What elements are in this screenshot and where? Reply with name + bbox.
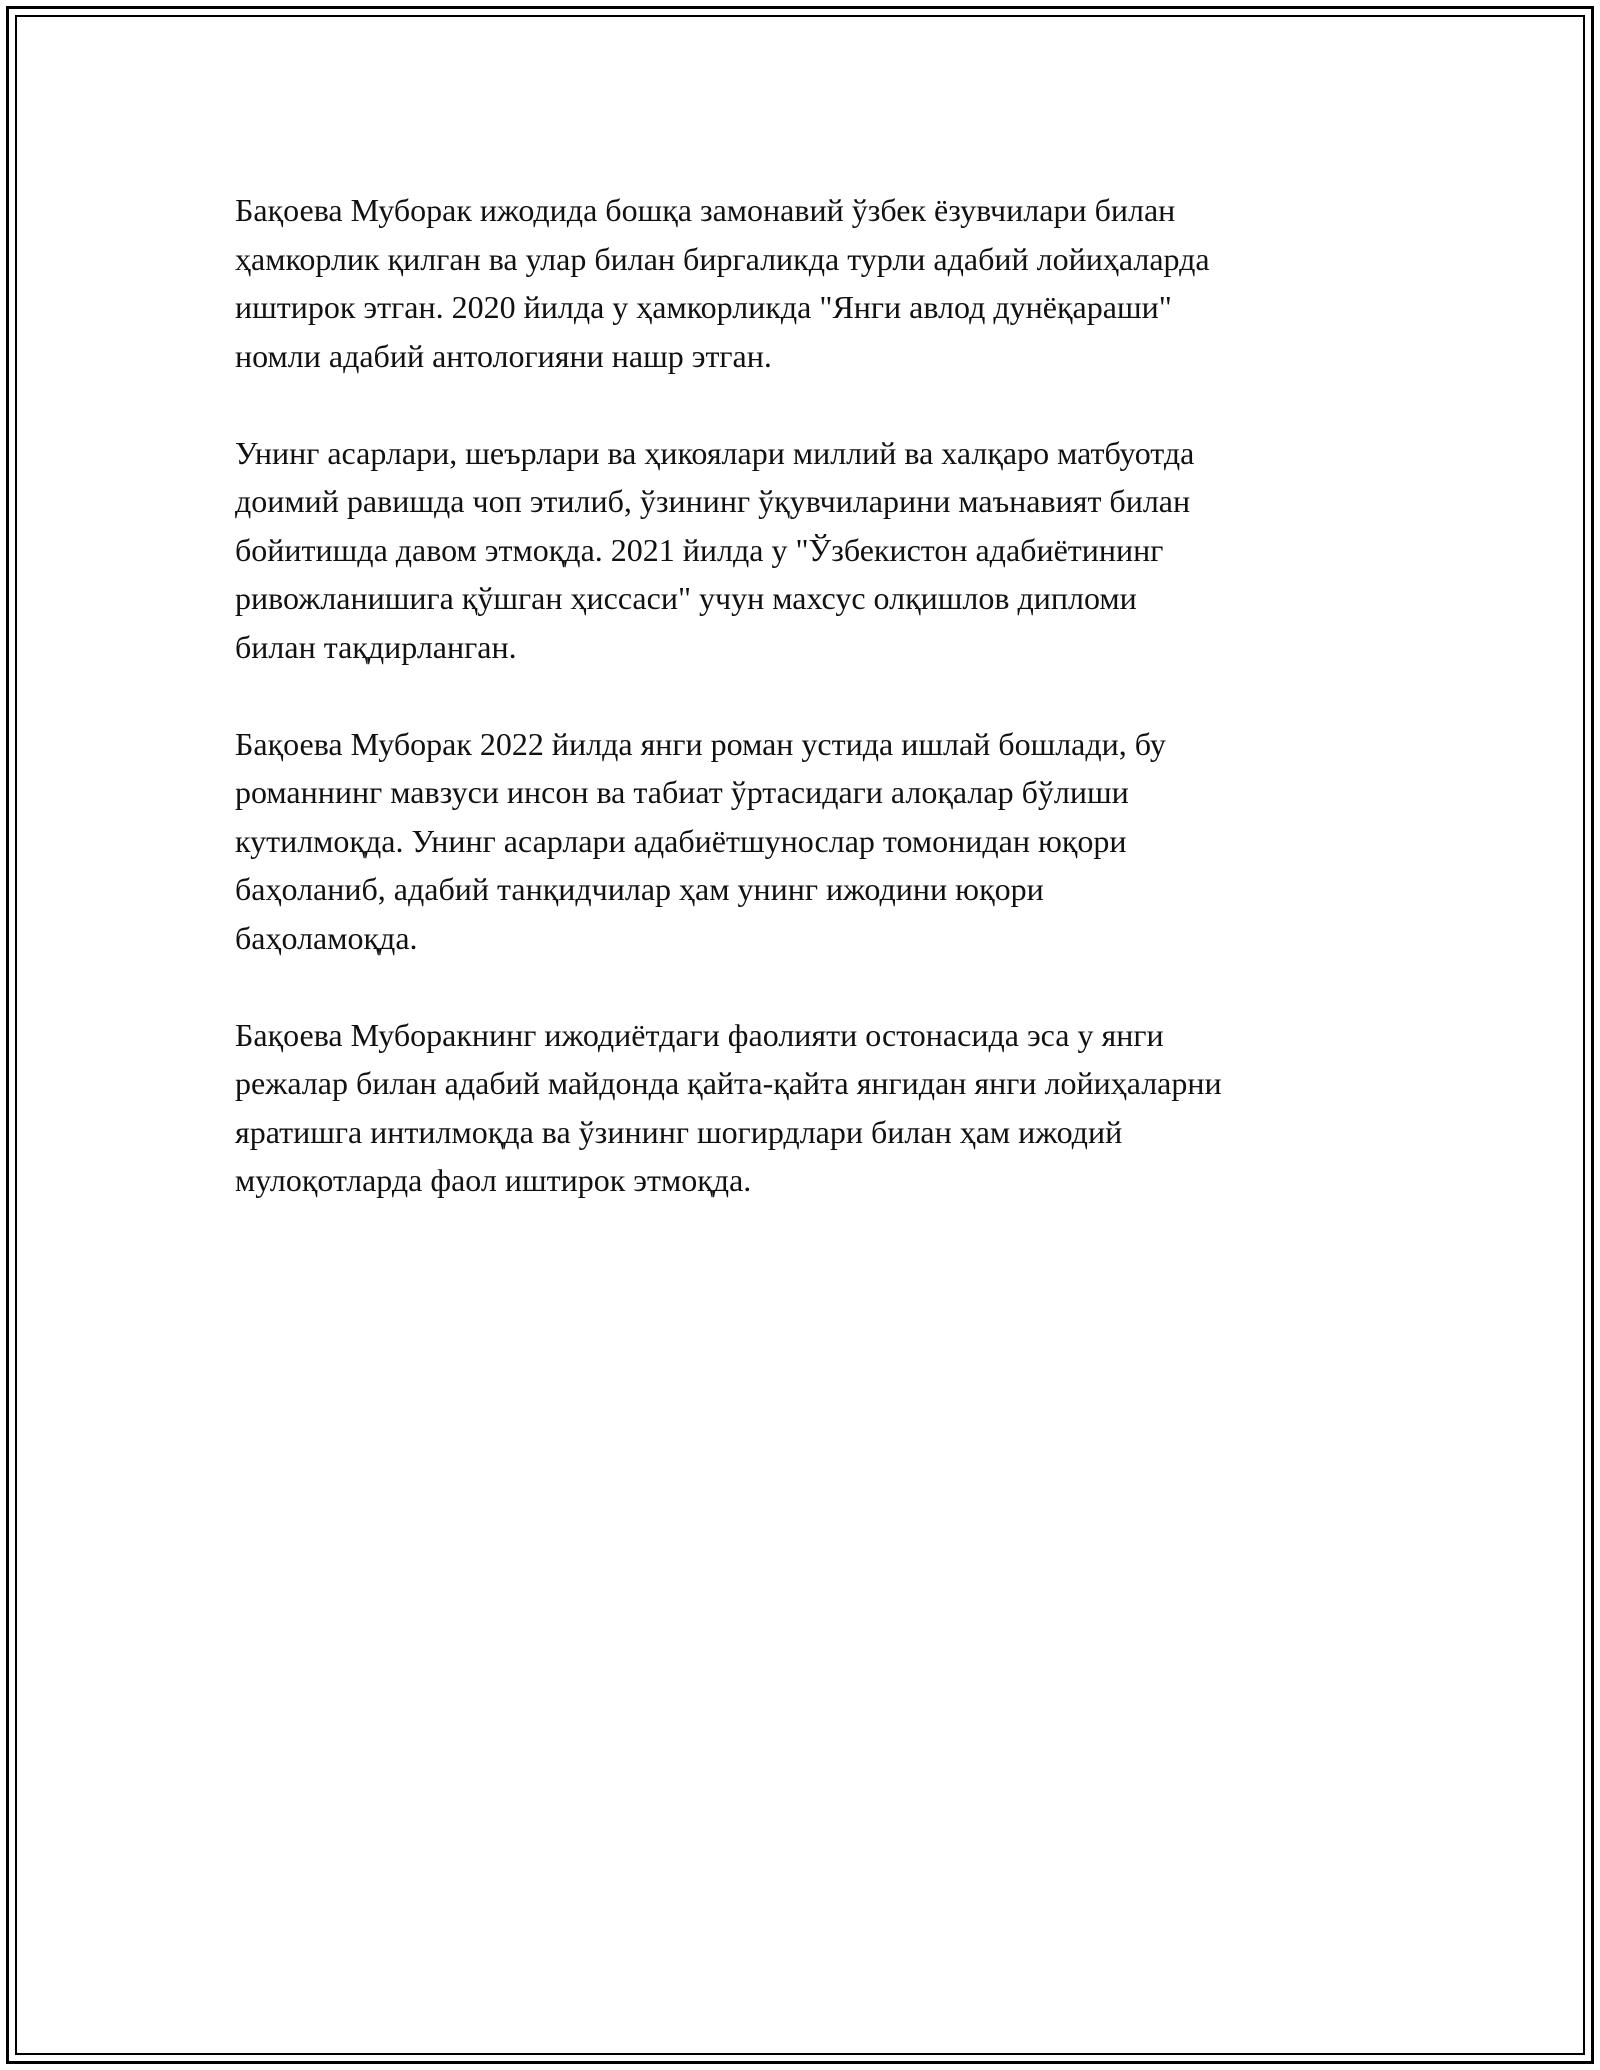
text-line: яратишга интилмоқда ва ўзининг шогирдлари билан ҳам ижодий bbox=[235, 1113, 1123, 1150]
text-line: иштирок этган. 2020 йилда у ҳамкорликда "Янги авлод дунёқараши" bbox=[235, 289, 1172, 325]
text-line: ривожланишига қўшган ҳиссаси" учун махсус олқишлов дипломи bbox=[235, 580, 1137, 616]
paragraph-1 bbox=[235, 186, 1405, 380]
document-body bbox=[235, 186, 1405, 1253]
text-line: Бақоева Муборак 2022 йилда янги роман устида ишлай бошлади, бу bbox=[235, 725, 1166, 762]
text-line: баҳоламоқда. bbox=[235, 919, 418, 956]
text-line: доимий равишда чоп этилиб, ўзининг ўқувчиларини маънавият билан bbox=[235, 483, 1191, 519]
text-line: ҳамкорлик қилган ва улар билан биргаликда турли адабий лойиҳаларда bbox=[235, 240, 1210, 277]
text-line: Унинг асарлари, шеърлари ва ҳикоялари миллий ва халқаро матбуотда bbox=[235, 434, 1195, 471]
text-line: Бақоева Муборак ижодида бошқа замонавий ўзбек ёзувчилари билан bbox=[235, 192, 1176, 228]
text-line: номли адабий антологияни нашр этган. bbox=[235, 337, 772, 374]
paragraph-4 bbox=[235, 1011, 1405, 1205]
text-line: мулоқотларда фаол иштирок этмоқда. bbox=[235, 1162, 752, 1198]
text-line: Бақоева Муборакнинг ижодиётдаги фаолияти остонасида эса у янги bbox=[235, 1016, 1164, 1053]
paragraph-2 bbox=[235, 429, 1405, 672]
paragraph-3 bbox=[235, 720, 1405, 963]
text-line: режалар билан адабий майдонда қайта-қайта янгидан янги лойиҳаларни bbox=[235, 1065, 1222, 1101]
text-line: баҳоланиб, адабий танқидчилар ҳам унинг ижодини юқори bbox=[235, 871, 1044, 907]
text-line: романнинг мавзуси инсон ва табиат ўртасидаги алоқалар бўлиши bbox=[235, 774, 1129, 810]
text-line: бойитишда давом этмоқда. 2021 йилда у "Ўзбекистон адабиётининг bbox=[235, 531, 1164, 568]
text-line: кутилмоқда. Унинг асарлари адабиётшунослар томонидан юқори bbox=[235, 822, 1127, 859]
text-line: билан тақдирланган. bbox=[235, 628, 517, 665]
